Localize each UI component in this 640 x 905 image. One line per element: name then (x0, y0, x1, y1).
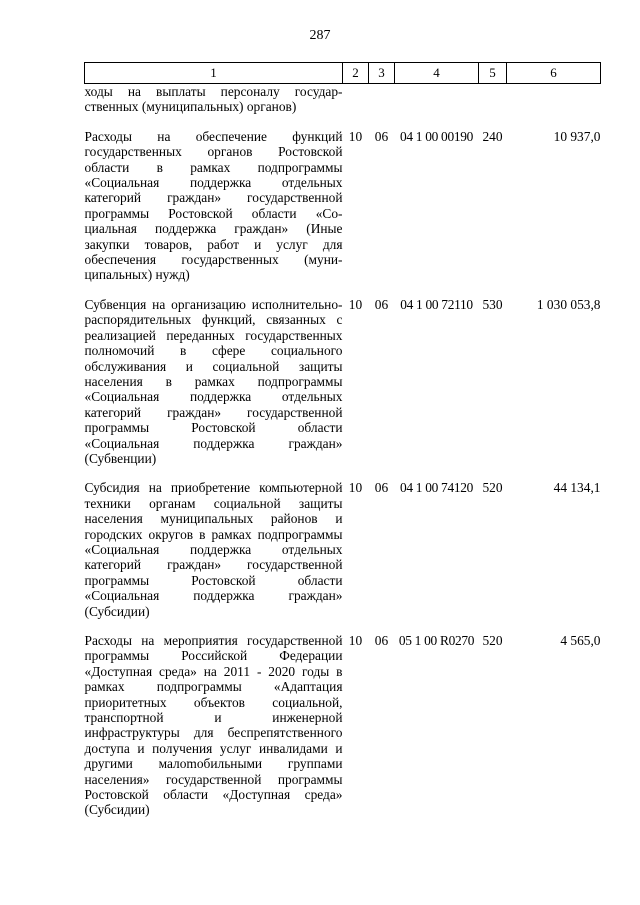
row-description: Субвенция на организацию исполнительно-распорядительных функций, связанных с реализацией переданных государственных полномочий в сфере социального обслуживания и социальной защиты населения в рамках подпрограммы «Социальная поддержка отдельных категорий граждан» государственной программы Ростовской области «Социальная поддержка граждан» (Субвенции) (84, 296, 343, 466)
column-header: 1 (85, 63, 343, 84)
expense-type-code: 520 (482, 633, 503, 648)
row-description: Субсидия на приобретение компьютерной техники органам социальной защиты населения муниципальных районов и городских округов в рамках подпрограммы «Социальная поддержка отдельных категорий граждан» государственной программы Ростовской области «Социальная поддержка граждан» (Субсидии) (84, 480, 343, 619)
column-header: 4 (395, 63, 479, 84)
subsection-code (369, 84, 395, 115)
row-description: Расходы на обеспечение функций государственных органов Ростовской области в рамках подпрограммы «Социальная поддержка отдельных категорий граждан» государственной программы Ростовской области «Социальная поддержка граждан» (Иные закупки товаров, работ и услуг для обеспечения государственных (муниципальных) нужд) (84, 128, 343, 283)
amount: 44 134,1 (553, 480, 601, 496)
table-row (85, 84, 601, 115)
page-number: 287 (309, 28, 331, 43)
table-row (85, 297, 601, 466)
subsection-code: 06 (374, 128, 389, 144)
target-article-code: 04 1 00 74120 (399, 480, 474, 496)
target-article-code (395, 84, 479, 115)
section-code: 10 (348, 128, 363, 144)
column-header: 2 (343, 63, 369, 84)
target-article-code: 04 1 00 00190 (399, 128, 474, 144)
column-header: 3 (369, 63, 395, 84)
section-code: 10 (348, 480, 363, 496)
subsection-code: 06 (374, 296, 389, 312)
table-header-row (85, 63, 601, 84)
amount (507, 84, 601, 115)
amount: 10 937,0 (553, 128, 601, 144)
table-row (85, 480, 601, 619)
section-code: 10 (348, 633, 363, 648)
expense-type-code: 240 (482, 128, 503, 144)
amount: 4 565,0 (560, 633, 601, 648)
table-row (85, 633, 601, 818)
amount: 1 030 053,8 (536, 296, 601, 312)
expense-type-code (479, 84, 507, 115)
column-header: 5 (479, 63, 507, 84)
target-article-code: 05 1 00 R0270 (398, 633, 475, 648)
expense-type-code: 520 (482, 480, 503, 496)
table-row (85, 129, 601, 283)
section-code (343, 84, 369, 115)
column-header: 6 (507, 63, 601, 84)
section-code: 10 (348, 296, 363, 312)
expense-type-code: 530 (482, 296, 503, 312)
budget-table (84, 62, 601, 818)
target-article-code: 04 1 00 72110 (400, 296, 473, 312)
row-description: ходы на выплаты персоналу государственных (муниципальных) органов) (84, 84, 343, 115)
subsection-code: 06 (374, 480, 389, 496)
row-description: Расходы на мероприятия государственной программы Российской Федерации «Доступная среда» на 2011 - 2020 годы в рамках подпрограммы «Адаптация приоритетных объектов социальной, транспортной и инженерной инфраструктуры для беспрепятственного доступа и получения услуг инвалидами и другими малоmобильными группами населения» государственной программы Ростовской области «Доступная среда» (Субсидии) (84, 633, 343, 818)
subsection-code: 06 (374, 633, 389, 648)
